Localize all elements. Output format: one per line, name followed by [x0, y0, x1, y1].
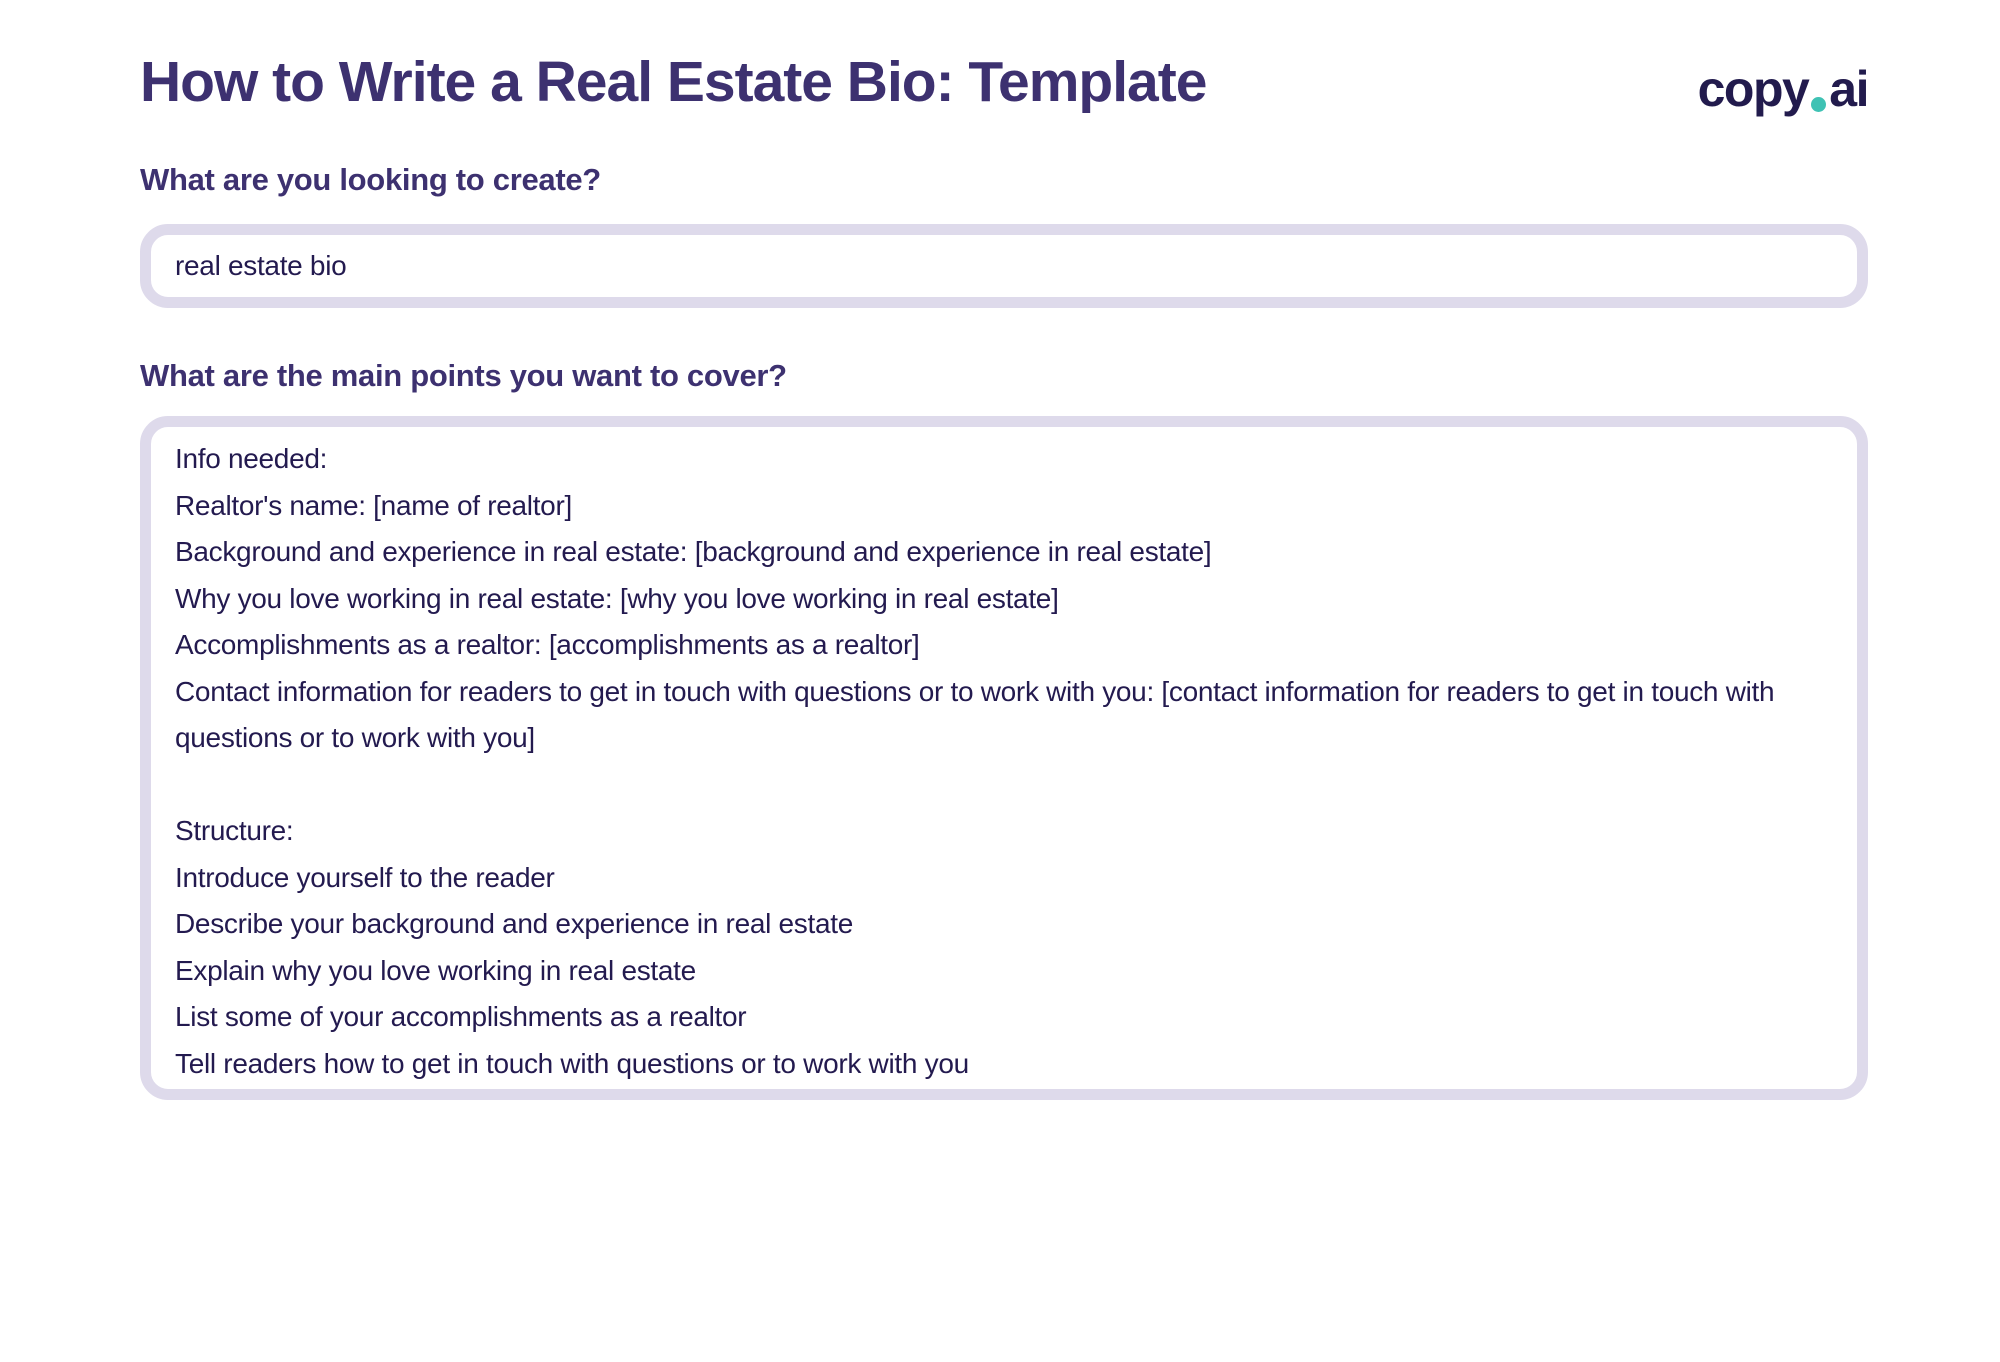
create-question-label: What are you looking to create?	[140, 162, 601, 197]
logo-text-ai: ai	[1829, 61, 1868, 117]
logo-dot-icon	[1811, 97, 1826, 112]
page-title: How to Write a Real Estate Bio: Template	[140, 50, 1207, 114]
create-input[interactable]	[140, 224, 1868, 308]
page-header	[140, 50, 1868, 138]
points-question-label: What are the main points you want to cover?	[140, 358, 787, 393]
copyai-logo	[1698, 60, 1868, 118]
logo-text-copy: copy	[1697, 61, 1809, 117]
points-textarea[interactable]	[140, 416, 1868, 1100]
